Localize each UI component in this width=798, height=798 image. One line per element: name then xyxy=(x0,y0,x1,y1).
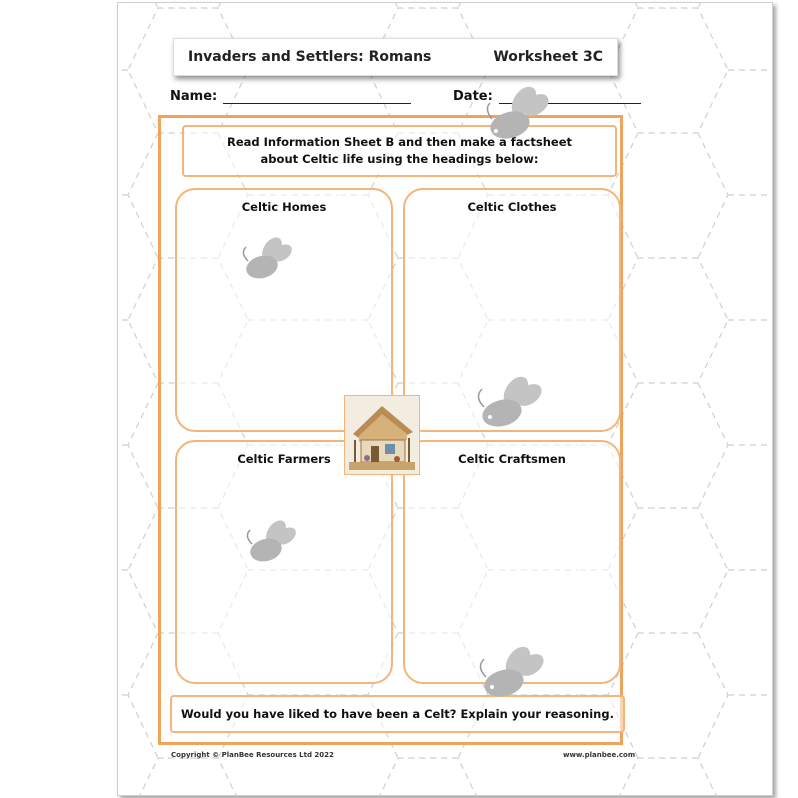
name-field[interactable] xyxy=(170,89,411,104)
worksheet-number: Worksheet 3C xyxy=(493,49,603,65)
copyright-text: Copyright © PlanBee Resources Ltd 2022 xyxy=(171,751,334,759)
bee-watermark-icon xyxy=(236,235,296,285)
reflection-question-text: Would you have liked to have been a Celt? Explain your reasoning. xyxy=(181,707,614,721)
name-line[interactable] xyxy=(223,89,411,104)
reflection-question-box[interactable] xyxy=(170,695,625,733)
worksheet-title-bar xyxy=(173,38,618,76)
bee-watermark-icon xyxy=(468,643,548,705)
website-link[interactable]: www.planbee.com xyxy=(563,751,636,759)
worksheet-title: Invaders and Settlers: Romans xyxy=(188,49,432,65)
bee-watermark-icon xyxy=(240,518,300,568)
celtic-homes-heading: Celtic Homes xyxy=(241,200,327,214)
celtic-craftsmen-heading: Celtic Craftsmen xyxy=(458,452,566,466)
bee-watermark-icon xyxy=(466,373,546,435)
name-label: Name: xyxy=(170,89,218,104)
celtic-farmers-heading: Celtic Farmers xyxy=(237,452,331,466)
celtic-clothes-heading: Celtic Clothes xyxy=(467,200,557,214)
instructions-text: Read Information Sheet B and then make a factsheet about Celtic life using the headings below: xyxy=(226,135,573,166)
date-label: Date: xyxy=(453,89,493,104)
celtic-roundhouse-illustration xyxy=(344,395,420,475)
bee-watermark-icon xyxy=(476,83,552,145)
worksheet-page xyxy=(117,2,773,796)
